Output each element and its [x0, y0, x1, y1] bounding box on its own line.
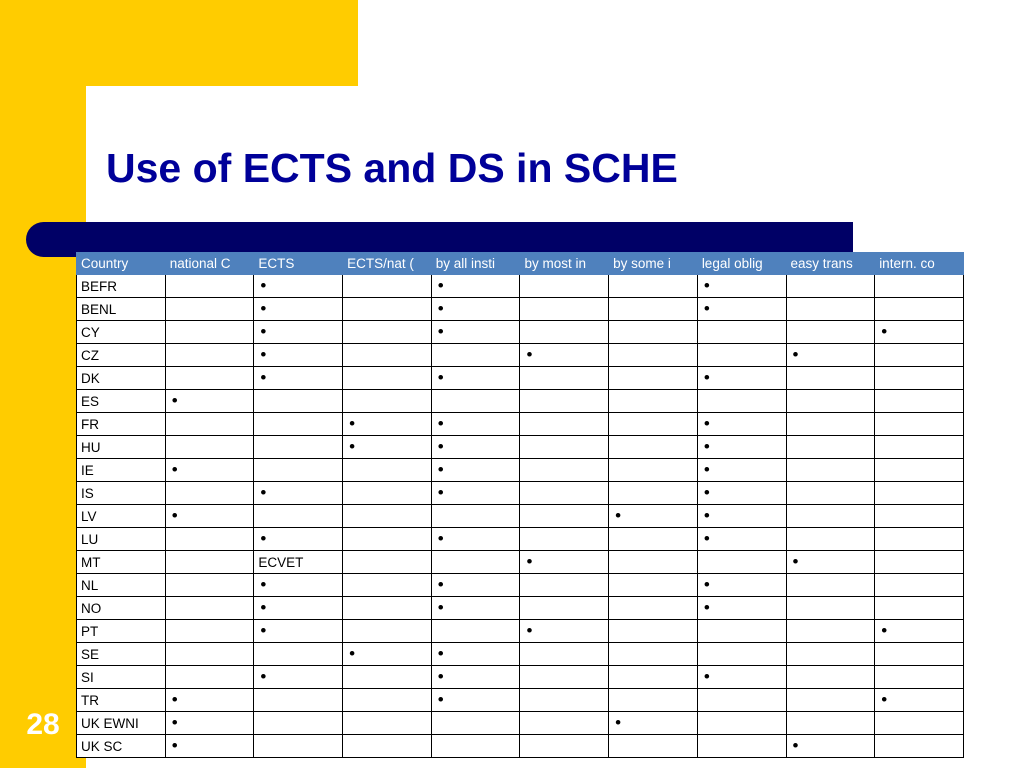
bullet-mark: [254, 344, 343, 367]
column-header-country: Country: [77, 253, 166, 275]
bullet-mark: [697, 298, 786, 321]
yellow-top-band: [0, 0, 358, 86]
table-row: [77, 275, 964, 298]
bullet-mark: [431, 459, 520, 482]
empty-cell: [609, 735, 698, 758]
bullet-mark: [697, 275, 786, 298]
table-row: [77, 436, 964, 459]
bullet-mark: [697, 413, 786, 436]
empty-cell: [875, 413, 964, 436]
bullet-mark: [254, 321, 343, 344]
bullet-mark: [431, 574, 520, 597]
bullet-mark: [697, 436, 786, 459]
bullet-mark: [343, 436, 432, 459]
bullet-mark: [520, 620, 609, 643]
empty-cell: [609, 551, 698, 574]
empty-cell: [609, 344, 698, 367]
country-cell: PT: [77, 620, 166, 643]
bullet-mark: [165, 735, 254, 758]
empty-cell: [875, 482, 964, 505]
empty-cell: [165, 620, 254, 643]
empty-cell: [609, 321, 698, 344]
empty-cell: [343, 482, 432, 505]
country-cell: TR: [77, 689, 166, 712]
table-row: [77, 321, 964, 344]
empty-cell: [520, 666, 609, 689]
empty-cell: [786, 643, 875, 666]
empty-cell: [520, 459, 609, 482]
bullet-mark: [875, 321, 964, 344]
empty-cell: [431, 551, 520, 574]
empty-cell: [520, 390, 609, 413]
table-row: [77, 620, 964, 643]
bullet-mark: [165, 390, 254, 413]
text-cell: ECVET: [254, 551, 343, 574]
empty-cell: [875, 298, 964, 321]
bullet-mark: [254, 298, 343, 321]
country-cell: NL: [77, 574, 166, 597]
bullet-mark: [254, 574, 343, 597]
empty-cell: [431, 712, 520, 735]
empty-cell: [343, 505, 432, 528]
slide-title: Use of ECTS and DS in SCHE: [106, 145, 678, 191]
empty-cell: [431, 344, 520, 367]
bullet-mark: [609, 712, 698, 735]
empty-cell: [343, 666, 432, 689]
empty-cell: [520, 482, 609, 505]
yellow-sidebar: [0, 0, 86, 768]
empty-cell: [165, 321, 254, 344]
empty-cell: [520, 505, 609, 528]
empty-cell: [343, 344, 432, 367]
empty-cell: [343, 735, 432, 758]
bullet-mark: [165, 689, 254, 712]
empty-cell: [786, 574, 875, 597]
empty-cell: [875, 574, 964, 597]
table-row: [77, 298, 964, 321]
empty-cell: [165, 643, 254, 666]
empty-cell: [786, 367, 875, 390]
empty-cell: [609, 298, 698, 321]
empty-cell: [786, 413, 875, 436]
bullet-mark: [254, 275, 343, 298]
empty-cell: [343, 528, 432, 551]
empty-cell: [343, 459, 432, 482]
bullet-mark: [254, 482, 343, 505]
empty-cell: [875, 643, 964, 666]
column-header: easy trans: [786, 253, 875, 275]
table-row: [77, 482, 964, 505]
bullet-mark: [520, 344, 609, 367]
bullet-mark: [697, 367, 786, 390]
country-cell: NO: [77, 597, 166, 620]
column-header: by all insti: [431, 253, 520, 275]
empty-cell: [609, 689, 698, 712]
empty-cell: [875, 666, 964, 689]
empty-cell: [343, 298, 432, 321]
table-row: [77, 459, 964, 482]
table-row: [77, 666, 964, 689]
bullet-mark: [431, 666, 520, 689]
bullet-mark: [431, 275, 520, 298]
bullet-mark: [697, 459, 786, 482]
empty-cell: [609, 459, 698, 482]
empty-cell: [343, 597, 432, 620]
empty-cell: [431, 390, 520, 413]
empty-cell: [786, 482, 875, 505]
empty-cell: [431, 505, 520, 528]
table-row: [77, 528, 964, 551]
country-cell: BENL: [77, 298, 166, 321]
empty-cell: [786, 505, 875, 528]
bullet-mark: [431, 367, 520, 390]
empty-cell: [697, 689, 786, 712]
table-row: [77, 505, 964, 528]
empty-cell: [165, 597, 254, 620]
country-cell: IE: [77, 459, 166, 482]
empty-cell: [165, 344, 254, 367]
empty-cell: [343, 712, 432, 735]
empty-cell: [254, 459, 343, 482]
empty-cell: [786, 620, 875, 643]
empty-cell: [254, 390, 343, 413]
empty-cell: [343, 574, 432, 597]
empty-cell: [609, 666, 698, 689]
table-body: [77, 275, 964, 758]
bullet-mark: [431, 482, 520, 505]
empty-cell: [520, 436, 609, 459]
table-row: [77, 712, 964, 735]
empty-cell: [875, 505, 964, 528]
country-cell: IS: [77, 482, 166, 505]
page-number: 28: [26, 708, 60, 741]
country-cell: LV: [77, 505, 166, 528]
empty-cell: [875, 597, 964, 620]
country-cell: UK EWNI: [77, 712, 166, 735]
empty-cell: [254, 735, 343, 758]
empty-cell: [254, 712, 343, 735]
empty-cell: [520, 712, 609, 735]
empty-cell: [520, 367, 609, 390]
bullet-mark: [697, 597, 786, 620]
empty-cell: [786, 390, 875, 413]
table-row: [77, 597, 964, 620]
empty-cell: [875, 712, 964, 735]
empty-cell: [875, 551, 964, 574]
country-cell: MT: [77, 551, 166, 574]
empty-cell: [254, 436, 343, 459]
column-header: intern. co: [875, 253, 964, 275]
bullet-mark: [697, 574, 786, 597]
empty-cell: [431, 735, 520, 758]
empty-cell: [875, 367, 964, 390]
empty-cell: [520, 298, 609, 321]
table-row: [77, 574, 964, 597]
country-cell: UK SC: [77, 735, 166, 758]
bullet-mark: [254, 620, 343, 643]
table-row: [77, 735, 964, 758]
empty-cell: [520, 643, 609, 666]
bullet-mark: [165, 459, 254, 482]
empty-cell: [343, 689, 432, 712]
empty-cell: [609, 367, 698, 390]
empty-cell: [875, 275, 964, 298]
empty-cell: [786, 298, 875, 321]
empty-cell: [697, 620, 786, 643]
table-row: [77, 643, 964, 666]
empty-cell: [786, 597, 875, 620]
empty-cell: [343, 551, 432, 574]
empty-cell: [520, 528, 609, 551]
bullet-mark: [431, 643, 520, 666]
column-header: legal oblig: [697, 253, 786, 275]
empty-cell: [697, 344, 786, 367]
bullet-mark: [609, 505, 698, 528]
empty-cell: [165, 666, 254, 689]
empty-cell: [697, 390, 786, 413]
empty-cell: [520, 275, 609, 298]
bullet-mark: [875, 620, 964, 643]
bullet-mark: [165, 505, 254, 528]
empty-cell: [697, 712, 786, 735]
country-cell: FR: [77, 413, 166, 436]
empty-cell: [165, 413, 254, 436]
empty-cell: [254, 643, 343, 666]
empty-cell: [875, 528, 964, 551]
bullet-mark: [254, 528, 343, 551]
empty-cell: [343, 390, 432, 413]
table-row: [77, 413, 964, 436]
empty-cell: [254, 689, 343, 712]
country-cell: ES: [77, 390, 166, 413]
empty-cell: [165, 482, 254, 505]
empty-cell: [786, 459, 875, 482]
empty-cell: [697, 735, 786, 758]
bullet-mark: [254, 666, 343, 689]
bullet-mark: [254, 597, 343, 620]
empty-cell: [165, 436, 254, 459]
empty-cell: [609, 413, 698, 436]
empty-cell: [520, 321, 609, 344]
empty-cell: [165, 298, 254, 321]
table-header-row: [77, 253, 964, 275]
table-row: [77, 344, 964, 367]
bullet-mark: [254, 367, 343, 390]
empty-cell: [609, 390, 698, 413]
bullet-mark: [697, 505, 786, 528]
empty-cell: [343, 367, 432, 390]
empty-cell: [609, 528, 698, 551]
table-row: [77, 689, 964, 712]
bullet-mark: [875, 689, 964, 712]
column-header: by most in: [520, 253, 609, 275]
bullet-mark: [343, 413, 432, 436]
empty-cell: [609, 597, 698, 620]
bullet-mark: [431, 689, 520, 712]
empty-cell: [875, 344, 964, 367]
empty-cell: [786, 712, 875, 735]
empty-cell: [165, 574, 254, 597]
ects-ds-table: [76, 252, 964, 758]
empty-cell: [697, 321, 786, 344]
empty-cell: [165, 275, 254, 298]
empty-cell: [609, 574, 698, 597]
empty-cell: [520, 574, 609, 597]
bullet-mark: [431, 436, 520, 459]
empty-cell: [875, 459, 964, 482]
bullet-mark: [431, 321, 520, 344]
empty-cell: [609, 436, 698, 459]
empty-cell: [697, 643, 786, 666]
empty-cell: [786, 666, 875, 689]
empty-cell: [609, 482, 698, 505]
empty-cell: [786, 436, 875, 459]
empty-cell: [875, 735, 964, 758]
country-cell: HU: [77, 436, 166, 459]
country-cell: CY: [77, 321, 166, 344]
empty-cell: [786, 275, 875, 298]
bullet-mark: [697, 528, 786, 551]
country-cell: SI: [77, 666, 166, 689]
column-header: by some i: [609, 253, 698, 275]
empty-cell: [609, 620, 698, 643]
empty-cell: [520, 735, 609, 758]
empty-cell: [254, 413, 343, 436]
country-cell: LU: [77, 528, 166, 551]
bullet-mark: [343, 643, 432, 666]
empty-cell: [786, 689, 875, 712]
empty-cell: [254, 505, 343, 528]
bullet-mark: [165, 712, 254, 735]
bullet-mark: [431, 597, 520, 620]
empty-cell: [609, 275, 698, 298]
empty-cell: [786, 321, 875, 344]
table-row: [77, 551, 964, 574]
empty-cell: [697, 551, 786, 574]
empty-cell: [165, 367, 254, 390]
country-cell: BEFR: [77, 275, 166, 298]
empty-cell: [875, 390, 964, 413]
empty-cell: [786, 528, 875, 551]
empty-cell: [343, 620, 432, 643]
column-header: ECTS/nat (: [343, 253, 432, 275]
empty-cell: [431, 620, 520, 643]
table-row: [77, 390, 964, 413]
country-cell: CZ: [77, 344, 166, 367]
bullet-mark: [786, 344, 875, 367]
column-header: ECTS: [254, 253, 343, 275]
empty-cell: [875, 436, 964, 459]
empty-cell: [343, 275, 432, 298]
empty-cell: [165, 551, 254, 574]
empty-cell: [520, 597, 609, 620]
bullet-mark: [431, 298, 520, 321]
bullet-mark: [786, 551, 875, 574]
empty-cell: [520, 413, 609, 436]
empty-cell: [343, 321, 432, 344]
bullet-mark: [697, 666, 786, 689]
bullet-mark: [697, 482, 786, 505]
country-cell: SE: [77, 643, 166, 666]
table-row: [77, 367, 964, 390]
country-cell: DK: [77, 367, 166, 390]
bullet-mark: [786, 735, 875, 758]
bullet-mark: [431, 413, 520, 436]
empty-cell: [609, 643, 698, 666]
column-header: national C: [165, 253, 254, 275]
empty-cell: [165, 528, 254, 551]
empty-cell: [520, 689, 609, 712]
bullet-mark: [431, 528, 520, 551]
bullet-mark: [520, 551, 609, 574]
